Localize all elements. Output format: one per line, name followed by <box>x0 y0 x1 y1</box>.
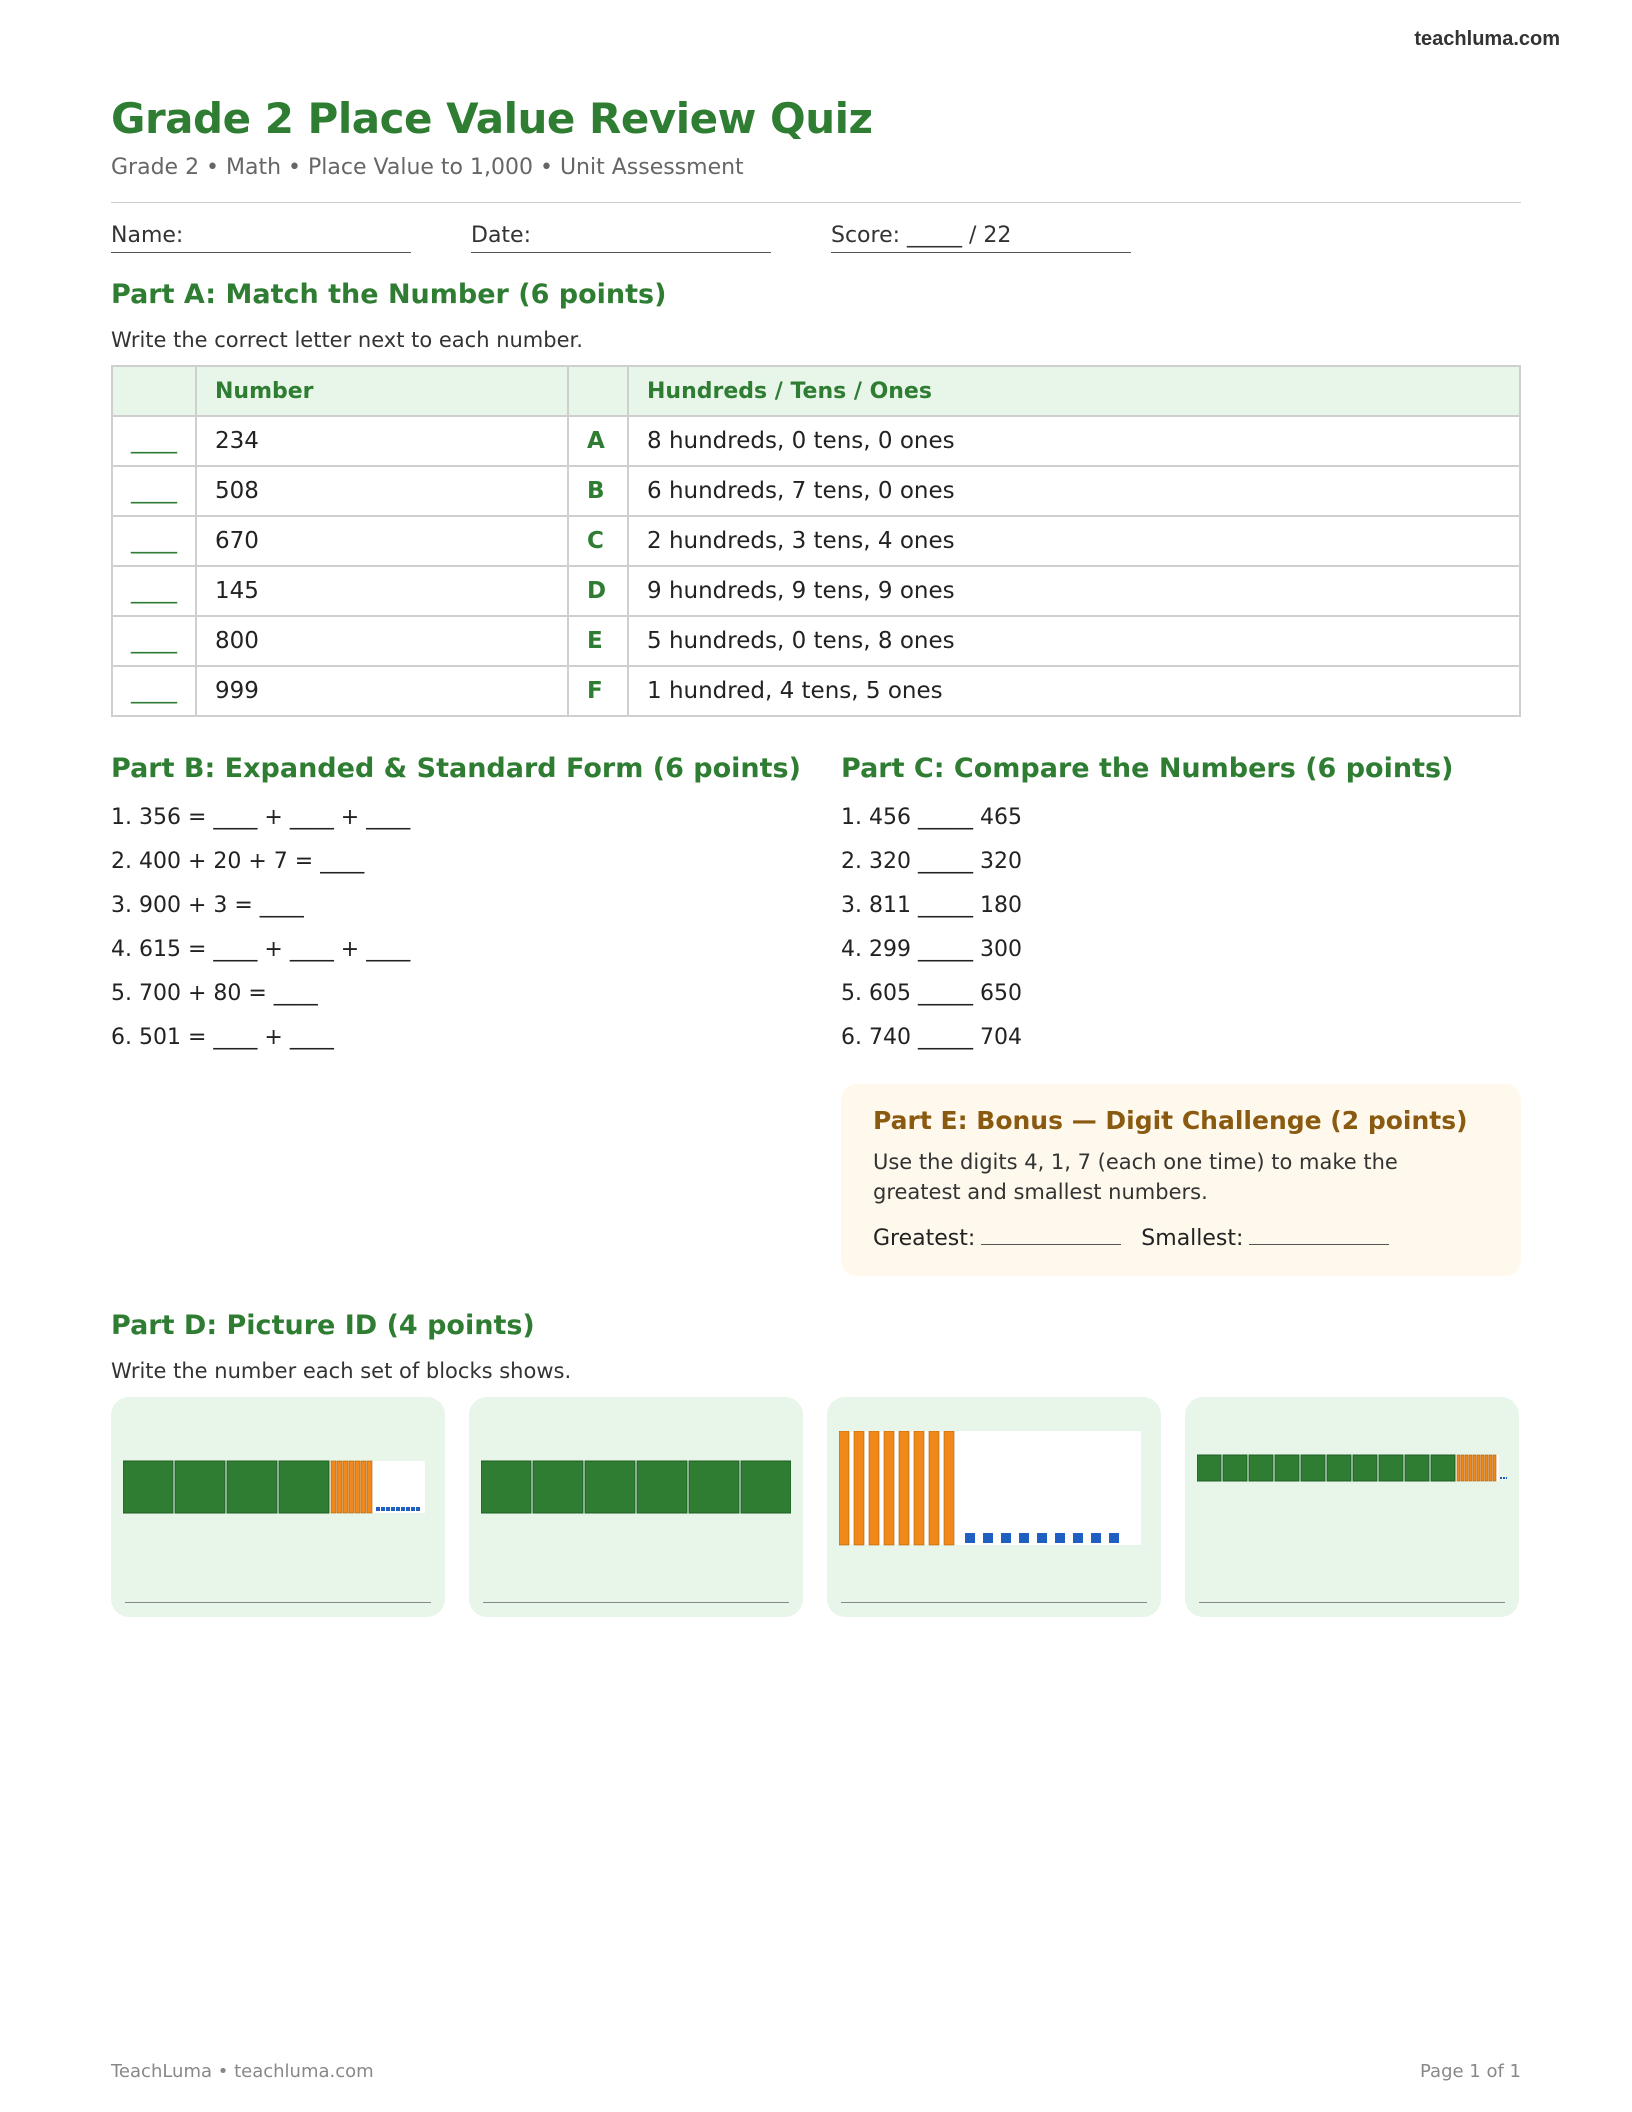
letter-cell: A <box>568 416 628 466</box>
letter-cell: B <box>568 466 628 516</box>
ones-cube <box>1091 1533 1101 1543</box>
hundreds-flat <box>533 1461 583 1513</box>
answer-line[interactable] <box>1199 1602 1505 1603</box>
tens-rod <box>854 1431 864 1545</box>
picture-card <box>469 1397 803 1617</box>
student-info-row <box>111 223 1521 253</box>
tens-rod <box>884 1431 894 1545</box>
picture-card <box>111 1397 445 1617</box>
tens-rod <box>343 1461 348 1513</box>
table-row <box>112 516 1520 566</box>
ones-cube <box>401 1507 405 1511</box>
picture-card <box>827 1397 1161 1617</box>
ones-cube <box>1500 1477 1502 1479</box>
tens-rod <box>1493 1455 1496 1481</box>
ones-cube <box>386 1507 390 1511</box>
table-row <box>112 566 1520 616</box>
base-ten-blocks <box>123 1431 433 1551</box>
answer-line[interactable] <box>483 1602 789 1603</box>
description-cell: 9 hundreds, 9 tens, 9 ones <box>628 566 1520 616</box>
ones-cube <box>1019 1533 1029 1543</box>
tens-rod <box>1489 1455 1492 1481</box>
worksheet <box>111 94 1521 1617</box>
ones-cube <box>411 1507 415 1511</box>
letter-cell: D <box>568 566 628 616</box>
ones-cube <box>983 1533 993 1543</box>
hundreds-flat <box>227 1461 277 1513</box>
ones-cube <box>396 1507 400 1511</box>
part-c-title: Part C: Compare the Numbers (6 points) <box>841 753 1454 784</box>
picture-card <box>1185 1397 1519 1617</box>
hundreds-flat <box>1405 1455 1429 1481</box>
list-item[interactable]: 3. 900 + 3 = ____ <box>111 893 304 918</box>
smallest-blank[interactable] <box>1249 1225 1389 1245</box>
tens-rod <box>355 1461 360 1513</box>
hundreds-flat <box>123 1461 173 1513</box>
list-item[interactable]: 5. 700 + 80 = ____ <box>111 981 318 1006</box>
part-e-title: Part E: Bonus — Digit Challenge (2 points) <box>873 1106 1468 1135</box>
base-ten-blocks <box>481 1431 791 1551</box>
table-row <box>112 416 1520 466</box>
ones-cube <box>381 1507 385 1511</box>
tens-rod <box>361 1461 366 1513</box>
part-d <box>111 1310 1521 1617</box>
page-subtitle: Grade 2 • Math • Place Value to 1,000 • Unit Assessment <box>111 155 744 180</box>
tens-rod <box>1477 1455 1480 1481</box>
tens-rod <box>1461 1455 1464 1481</box>
part-e-text: Use the digits 4, 1, 7 (each one time) to make the greatest and smallest numbers. <box>873 1150 1398 1204</box>
answer-blank[interactable]: ____ <box>112 566 196 616</box>
hundreds-flat <box>1353 1455 1377 1481</box>
score-field[interactable]: Score: _____ / 22 <box>831 223 1131 253</box>
header-blank <box>112 366 196 416</box>
list-item[interactable]: 6. 501 = ____ + ____ <box>111 1025 334 1050</box>
divider <box>111 202 1521 203</box>
footer-brand: TeachLuma • teachluma.com <box>111 2061 374 2082</box>
base-ten-blocks <box>1197 1431 1507 1551</box>
ones-cube <box>406 1507 410 1511</box>
greatest-field[interactable] <box>873 1225 1121 1251</box>
picture-cards <box>111 1397 1521 1617</box>
description-cell: 2 hundreds, 3 tens, 4 ones <box>628 516 1520 566</box>
part-b-list <box>111 796 841 1060</box>
bonus-box <box>841 1084 1521 1276</box>
tens-rod <box>839 1431 849 1545</box>
table-row <box>112 466 1520 516</box>
hundreds-flat <box>585 1461 635 1513</box>
base-ten-blocks <box>839 1431 1149 1551</box>
number-cell: 234 <box>196 416 568 466</box>
tens-rod <box>349 1461 354 1513</box>
answer-blank[interactable]: ____ <box>112 666 196 716</box>
tens-rod <box>914 1431 924 1545</box>
smallest-field[interactable] <box>1141 1225 1389 1251</box>
hundreds-flat <box>279 1461 329 1513</box>
ones-cube <box>1037 1533 1047 1543</box>
parts-b-c <box>111 753 1521 1276</box>
tens-rod <box>331 1461 336 1513</box>
tens-rod <box>1481 1455 1484 1481</box>
ones-cube <box>1109 1533 1119 1543</box>
ones-cube <box>416 1507 420 1511</box>
date-field[interactable]: Date: <box>471 223 771 253</box>
tens-rod <box>1473 1455 1476 1481</box>
page-number: Page 1 of 1 <box>1420 2061 1521 2082</box>
part-c-e <box>841 753 1521 1276</box>
ones-cube <box>1001 1533 1011 1543</box>
answer-blank[interactable]: ____ <box>112 416 196 466</box>
header-hto: Hundreds / Tens / Ones <box>628 366 1520 416</box>
letter-cell: E <box>568 616 628 666</box>
tens-rod <box>337 1461 342 1513</box>
ones-cube <box>1506 1477 1507 1479</box>
description-cell: 6 hundreds, 7 tens, 0 ones <box>628 466 1520 516</box>
part-b-title: Part B: Expanded & Standard Form (6 points) <box>111 753 801 784</box>
number-cell: 145 <box>196 566 568 616</box>
hundreds-flat <box>1379 1455 1403 1481</box>
page-title: Grade 2 Place Value Review Quiz <box>111 94 873 143</box>
ones-cube <box>1055 1533 1065 1543</box>
greatest-blank[interactable] <box>981 1225 1121 1245</box>
ones-cube <box>965 1533 975 1543</box>
tens-rod <box>944 1431 954 1545</box>
hundreds-flat <box>1431 1455 1455 1481</box>
part-d-title: Part D: Picture ID (4 points) <box>111 1310 535 1341</box>
table-row <box>112 666 1520 716</box>
list-item[interactable]: 5. 605 _____ 650 <box>841 981 1022 1006</box>
smallest-label: Smallest: <box>1141 1226 1244 1251</box>
list-item[interactable]: 1. 356 = ____ + ____ + ____ <box>111 805 411 830</box>
list-item[interactable]: 1. 456 _____ 465 <box>841 805 1022 830</box>
answer-blank[interactable]: ____ <box>112 466 196 516</box>
number-cell: 800 <box>196 616 568 666</box>
answer-blank[interactable]: ____ <box>112 516 196 566</box>
tens-rod <box>929 1431 939 1545</box>
header-number: Number <box>196 366 568 416</box>
part-a <box>111 279 1521 717</box>
tens-rod <box>899 1431 909 1545</box>
list-item[interactable]: 6. 740 _____ 704 <box>841 1025 1022 1050</box>
list-item[interactable]: 3. 811 _____ 180 <box>841 893 1022 918</box>
part-d-instruction: Write the number each set of blocks shows. <box>111 1359 572 1383</box>
answer-line[interactable] <box>841 1602 1147 1603</box>
ones-cube <box>391 1507 395 1511</box>
site-url[interactable]: teachluma.com <box>1414 28 1560 50</box>
description-cell: 1 hundred, 4 tens, 5 ones <box>628 666 1520 716</box>
tens-rod <box>869 1431 879 1545</box>
tens-rod <box>1457 1455 1460 1481</box>
list-item[interactable]: 2. 400 + 20 + 7 = ____ <box>111 849 365 874</box>
tens-rod <box>1485 1455 1488 1481</box>
list-item[interactable]: 4. 299 _____ 300 <box>841 937 1022 962</box>
list-item[interactable]: 2. 320 _____ 320 <box>841 849 1022 874</box>
hundreds-flat <box>481 1461 531 1513</box>
description-cell: 5 hundreds, 0 tens, 8 ones <box>628 616 1520 666</box>
hundreds-flat <box>689 1461 739 1513</box>
tens-rod <box>367 1461 372 1513</box>
hundreds-flat <box>741 1461 791 1513</box>
greatest-label: Greatest: <box>873 1226 976 1251</box>
hundreds-flat <box>1249 1455 1273 1481</box>
letter-cell: F <box>568 666 628 716</box>
table-row <box>112 616 1520 666</box>
part-a-instruction: Write the correct letter next to each number. <box>111 328 583 352</box>
hundreds-flat <box>1301 1455 1325 1481</box>
answer-line[interactable] <box>125 1602 431 1603</box>
number-cell: 508 <box>196 466 568 516</box>
tens-rod <box>1465 1455 1468 1481</box>
number-cell: 670 <box>196 516 568 566</box>
ones-cube <box>1503 1477 1505 1479</box>
name-field[interactable]: Name: <box>111 223 411 253</box>
tens-rod <box>1469 1455 1472 1481</box>
number-cell: 999 <box>196 666 568 716</box>
hundreds-flat <box>1327 1455 1351 1481</box>
ones-cube <box>376 1507 380 1511</box>
part-c-list <box>841 796 1521 1060</box>
match-table-header <box>112 366 1520 416</box>
ones-cube <box>1073 1533 1083 1543</box>
letter-cell: C <box>568 516 628 566</box>
match-table <box>111 365 1521 717</box>
part-a-title: Part A: Match the Number (6 points) <box>111 279 667 310</box>
list-item[interactable]: 4. 615 = ____ + ____ + ____ <box>111 937 411 962</box>
description-cell: 8 hundreds, 0 tens, 0 ones <box>628 416 1520 466</box>
hundreds-flat <box>1223 1455 1247 1481</box>
hundreds-flat <box>637 1461 687 1513</box>
bonus-answers <box>873 1225 1489 1251</box>
hundreds-flat <box>1275 1455 1299 1481</box>
part-b <box>111 753 841 1276</box>
header-letter <box>568 366 628 416</box>
answer-blank[interactable]: ____ <box>112 616 196 666</box>
hundreds-flat <box>175 1461 225 1513</box>
hundreds-flat <box>1197 1455 1221 1481</box>
